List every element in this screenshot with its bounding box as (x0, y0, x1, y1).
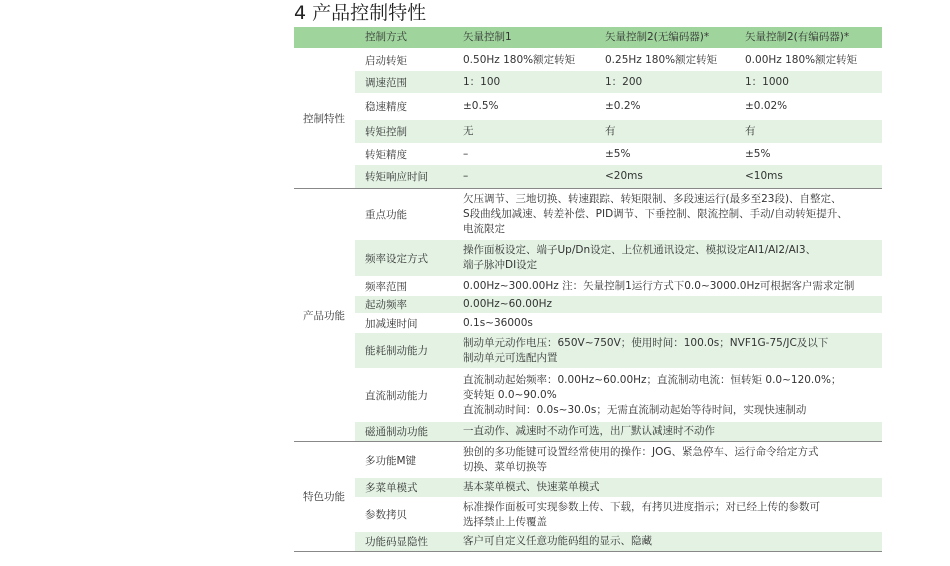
row-label: 起动频率 (365, 299, 407, 311)
row-value: 一直动作、减速时不动作可选，出厂默认减速时不动作 (463, 425, 715, 437)
row-value: ±5% (605, 147, 631, 160)
table-row (355, 422, 882, 441)
row-value: 客户可自定义任意功能码组的显示、隐藏 (463, 535, 652, 547)
row-value: 0.00Hz~60.00Hz (463, 298, 553, 310)
section-divider (294, 551, 882, 552)
row-label: 多菜单模式 (365, 482, 418, 494)
row-label: 转矩响应时间 (365, 171, 428, 183)
row-label: 频率范围 (365, 280, 407, 293)
row-value: 0.50Hz 180%额定转矩 (463, 53, 576, 66)
row-label: 转矩控制 (365, 126, 407, 138)
table-row (355, 442, 882, 478)
row-value: 0.00Hz 180%额定转矩 (745, 53, 858, 66)
row-value: ±0.02% (745, 100, 788, 112)
table-row (355, 143, 882, 165)
row-label: 启动转矩 (365, 54, 407, 67)
group-label: 特色功能 (303, 491, 345, 503)
row-value: 欠压调节、三地切换、转速跟踪、转矩限制、多段速运行(最多至23段)、自整定、 S段曲线加减速、转差补偿、PID调节、下垂控制、限流控制、手动/自动转矩提升、 电流限定 (463, 193, 848, 235)
table-row (355, 189, 882, 240)
row-value: 0.1s~36000s (463, 316, 533, 329)
row-value: 独创的多功能键可设置经常使用的操作：JOG、紧急停车、运行命令给定方式 切换、菜单切换等 (463, 446, 819, 473)
row-label: 功能码显隐性 (365, 536, 428, 548)
row-value: 标准操作面板可实现参数上传、下载，有拷贝进度指示；对已经上传的参数可 选择禁止上传覆盖 (463, 500, 820, 528)
row-label: 频率设定方式 (365, 252, 428, 265)
table-row (355, 165, 882, 188)
table-row (355, 49, 882, 71)
row-value: ±0.5% (463, 100, 499, 112)
row-value: ±5% (745, 147, 771, 160)
row-label: 磁通制动功能 (365, 426, 428, 438)
row-label: 多功能M键 (365, 454, 417, 467)
table-row (355, 71, 882, 93)
table-row (355, 120, 882, 143)
row-value: 0.25Hz 180%额定转矩 (605, 53, 718, 66)
row-label: 重点功能 (365, 209, 407, 221)
table-row (355, 333, 882, 368)
page-title: 4 产品控制特性 (294, 2, 427, 24)
row-value: 1：200 (605, 75, 643, 88)
group-label: 控制特性 (303, 113, 345, 125)
header-control-mode: 控制方式 (365, 31, 407, 43)
table-row (355, 313, 882, 333)
table-row (355, 276, 882, 296)
header-vector-1: 矢量控制1 (463, 31, 512, 43)
group-label: 产品功能 (303, 309, 345, 322)
row-label: 转矩精度 (365, 148, 407, 161)
table-header (294, 27, 882, 48)
row-label: 直流制动能力 (365, 389, 428, 402)
table-row (355, 478, 882, 497)
table-row (355, 240, 882, 276)
row-value: – (463, 170, 469, 182)
row-value: 1：1000 (745, 75, 789, 88)
table-row (355, 497, 882, 532)
row-value: 操作面板设定、端子Up/Dn设定、上位机通讯设定、模拟设定AI1/AI2/AI3、 端子脉冲DI设定 (463, 244, 817, 271)
row-label: 加减速时间 (365, 317, 418, 330)
row-label: 稳速精度 (365, 101, 407, 113)
table-row (355, 532, 882, 551)
row-label: 能耗制动能力 (365, 345, 428, 357)
row-value: 无 (463, 125, 474, 137)
row-value: – (463, 147, 469, 160)
row-value: <20ms (605, 170, 643, 182)
row-label: 调速范围 (365, 76, 407, 89)
row-value: 直流制动起始频率：0.00Hz~60.00Hz；直流制动电流：恒转矩 0.0~120.0%； 变转矩 0.0~90.0% 直流制动时间：0.0s~30.0s；无需直流制动起始等待时间，实现快速制动 (463, 373, 842, 416)
row-value: 基本菜单模式、快速菜单模式 (463, 481, 600, 493)
header-vector-2-no-encoder: 矢量控制2(无编码器)* (605, 31, 710, 43)
table-row (355, 368, 882, 422)
row-value: 有 (605, 125, 616, 137)
row-value: ±0.2% (605, 100, 641, 112)
header-vector-2-encoder: 矢量控制2(有编码器)* (745, 31, 850, 43)
section-divider (294, 188, 882, 189)
table-row (355, 296, 882, 313)
row-value: 0.00Hz~300.00Hz 注：矢量控制1运行方式下0.0~3000.0Hz可根据客户需求定制 (463, 279, 855, 292)
row-label: 参数拷贝 (365, 509, 407, 521)
row-value: <10ms (745, 170, 783, 182)
row-value: 制动单元动作电压：650V~750V；使用时间：100.0s；NVF1G-75/JC及以下 制动单元可选配内置 (463, 336, 829, 364)
section-divider (294, 441, 882, 442)
row-value: 1：100 (463, 75, 501, 88)
row-value: 有 (745, 125, 756, 137)
table-row (355, 93, 882, 120)
